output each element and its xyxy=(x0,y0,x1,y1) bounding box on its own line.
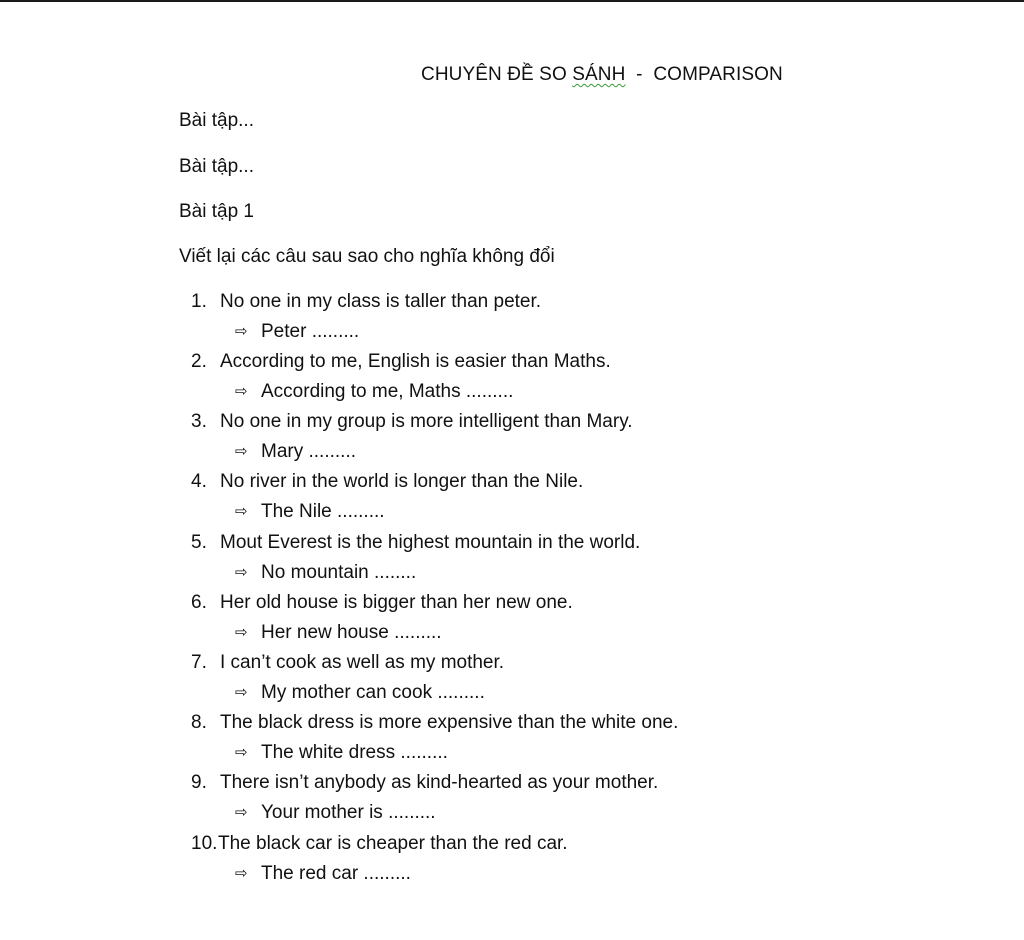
answer-text: No mountain ........ xyxy=(261,562,417,583)
list-item xyxy=(0,833,900,893)
list-item xyxy=(0,411,900,471)
arrow-right-icon: ⇨ xyxy=(235,684,248,701)
item-answer xyxy=(235,863,411,885)
arrow-right-icon: ⇨ xyxy=(235,503,248,520)
answer-text: Her new house ......... xyxy=(261,622,442,643)
answer-text: Mary ......... xyxy=(261,441,357,462)
item-answer xyxy=(235,381,513,403)
item-answer xyxy=(235,501,385,523)
item-sentence: I can’t cook as well as my mother. xyxy=(220,652,505,673)
answer-text: According to me, Maths ......... xyxy=(261,381,514,402)
title-text-spellcheck: SÁNH xyxy=(572,64,626,85)
list-item xyxy=(0,291,900,351)
item-answer xyxy=(235,321,359,343)
item-sentence: Her old house is bigger than her new one. xyxy=(220,592,573,613)
arrow-right-icon: ⇨ xyxy=(235,744,248,761)
arrow-right-icon: ⇨ xyxy=(235,323,248,340)
item-number: 8. xyxy=(191,712,207,733)
item-answer xyxy=(235,441,356,463)
list-item xyxy=(0,592,900,652)
item-answer xyxy=(235,562,416,584)
answer-text: My mother can cook ......... xyxy=(261,682,485,703)
item-sentence: The black car is cheaper than the red car. xyxy=(218,833,568,854)
item-number: 7. xyxy=(191,652,207,673)
item-number: 1. xyxy=(191,291,207,312)
item-number: 6. xyxy=(191,592,207,613)
arrow-right-icon: ⇨ xyxy=(235,804,248,821)
answer-text: The white dress ......... xyxy=(261,742,448,763)
heading-exercise-a: Bài tập... xyxy=(179,110,254,131)
instruction-text: Viết lại các câu sau sao cho nghĩa không đổi xyxy=(179,246,555,267)
arrow-right-icon: ⇨ xyxy=(235,443,248,460)
title-text-2: - COMPARISON xyxy=(625,64,783,85)
item-answer xyxy=(235,802,436,824)
answer-text: The red car ......... xyxy=(261,863,411,884)
list-item xyxy=(0,712,900,772)
item-answer xyxy=(235,682,485,704)
arrow-right-icon: ⇨ xyxy=(235,624,248,641)
item-number: 4. xyxy=(191,471,207,492)
heading-exercise-b: Bài tập... xyxy=(179,156,254,177)
title-text-1: CHUYÊN ĐỀ SO xyxy=(421,64,573,85)
item-sentence: No river in the world is longer than the Nile. xyxy=(220,471,584,492)
item-sentence: Mout Everest is the highest mountain in the world. xyxy=(220,532,641,553)
item-number: 10. xyxy=(191,833,218,854)
item-sentence: The black dress is more expensive than the white one. xyxy=(220,712,679,733)
answer-text: Your mother is ......... xyxy=(261,802,436,823)
arrow-right-icon: ⇨ xyxy=(235,865,248,882)
list-item xyxy=(0,532,900,592)
arrow-right-icon: ⇨ xyxy=(235,564,248,581)
item-answer xyxy=(235,622,442,644)
list-item xyxy=(0,471,900,531)
answer-text: Peter ......... xyxy=(261,321,360,342)
item-answer xyxy=(235,742,448,764)
answer-text: The Nile ......... xyxy=(261,501,385,522)
item-sentence: According to me, English is easier than Maths. xyxy=(220,351,611,372)
item-sentence: No one in my class is taller than peter. xyxy=(220,291,542,312)
item-number: 5. xyxy=(191,532,207,553)
item-sentence: There isn’t anybody as kind-hearted as your mother. xyxy=(220,772,659,793)
item-number: 3. xyxy=(191,411,207,432)
list-item xyxy=(0,772,900,832)
heading-exercise-1: Bài tập 1 xyxy=(179,201,254,222)
arrow-right-icon: ⇨ xyxy=(235,383,248,400)
document-title xyxy=(421,64,783,86)
list-item xyxy=(0,652,900,712)
list-item xyxy=(0,351,900,411)
item-sentence: No one in my group is more intelligent than Mary. xyxy=(220,411,633,432)
item-number: 2. xyxy=(191,351,207,372)
item-number: 9. xyxy=(191,772,207,793)
